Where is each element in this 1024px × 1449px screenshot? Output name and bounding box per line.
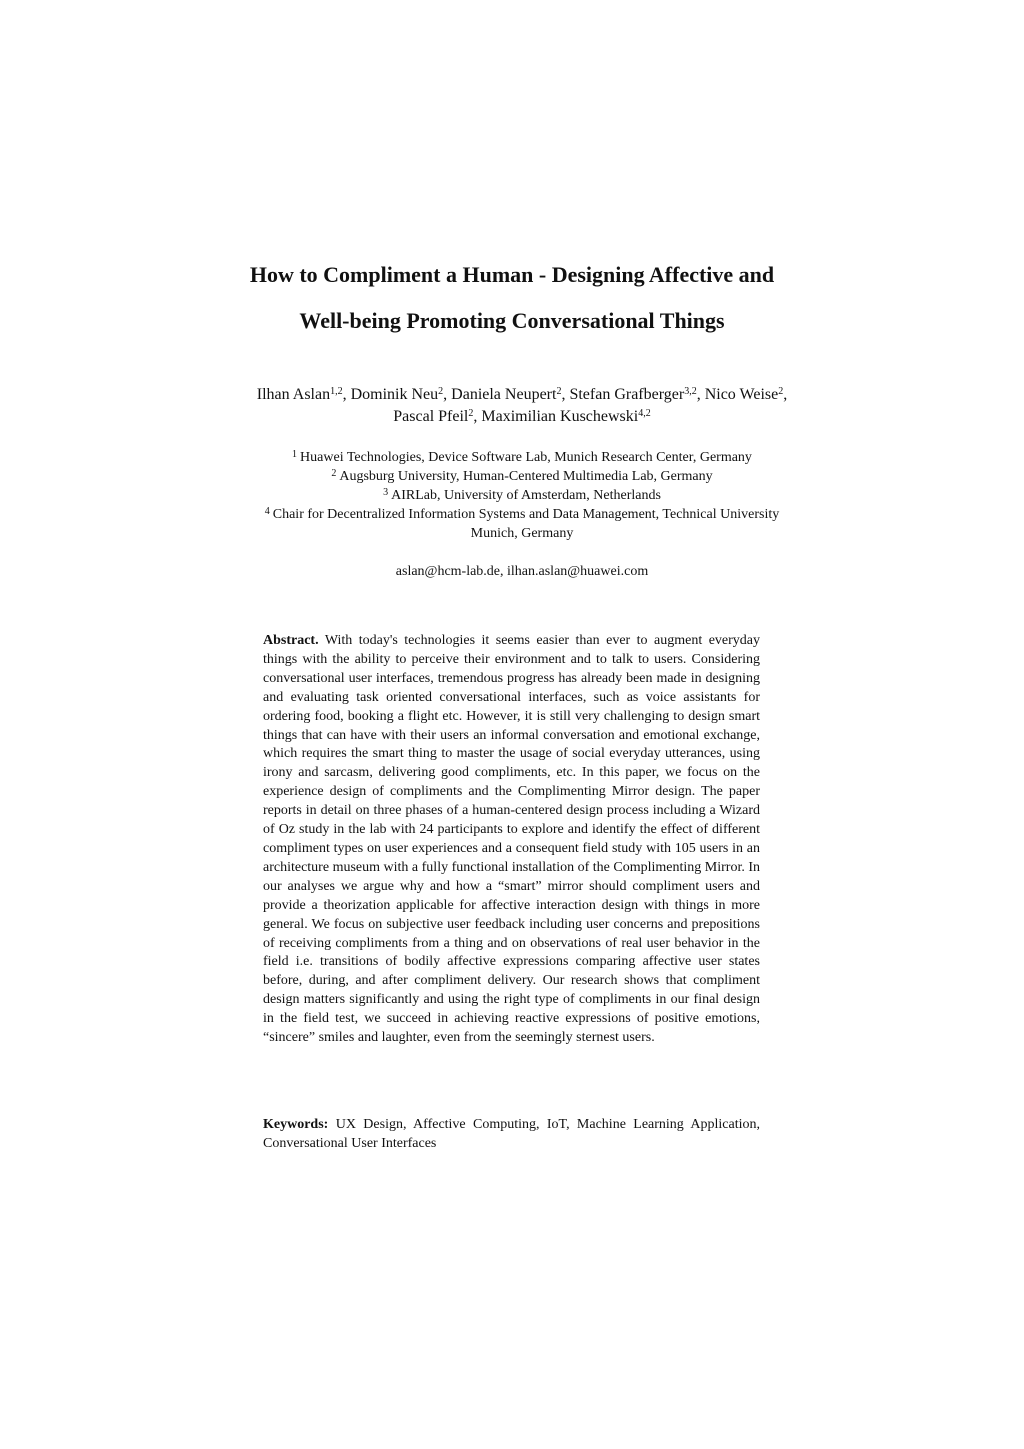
affiliation-text: Chair for Decentralized Information Systems and Data Management, Technical University <box>272 507 780 522</box>
author-name: Daniela Neupert <box>451 386 557 403</box>
author-separator: , <box>561 386 570 403</box>
keywords-text: UX Design, Affective Computing, IoT, Machine Learning Application, Conversational User Interfaces <box>263 1117 761 1151</box>
author-affil-marker: 4,2 <box>638 408 651 419</box>
author-separator: , <box>443 386 452 403</box>
affiliation-text: Augsburg University, Human-Centered Multimedia Lab, Germany <box>339 469 713 484</box>
author-name: Pascal Pfeil <box>393 408 469 425</box>
contact-email: aslan@hcm-lab.de, ilhan.aslan@huawei.com <box>395 564 649 579</box>
abstract-label: Abstract. <box>263 633 319 648</box>
author-name: Dominik Neu <box>350 386 439 403</box>
affiliation-list <box>180 448 864 543</box>
author-affil-marker: 2 <box>468 408 474 419</box>
affiliation-item <box>180 505 864 524</box>
abstract-text: With today's technologies it seems easier than ever to augment everyday things with the ability to perceive their environment and to talk to users. Considering conversational user interfaces, tremendous progress has already been made in designing and evaluating task oriented conversational interfaces, such as voice assistants for ordering food, booking a flight etc. However, it is still very challenging to design smart things that can have with their users an informal conversation and emotional exchange, which requires the smart thing to master the usage of social everyday utterances, using irony and sarcasm, delivering good compliments, etc. In this paper, we focus on the experience design of compliments and the Complimenting Mirror design. The paper reports in detail on three phases of a human-centered design process including a Wizard of Oz study in the lab with 24 participants to explore and identify the effect of different compliment types on user experiences and a consequent field study with 105 users in an architecture museum with a fully functional installation of the Complimenting Mirror. In our analyses we argue why and how a “smart” mirror should compliment users and provide a theorization applicable for affective interaction design with things in more general. We focus on subjective user feedback including user concerns and prepositions of receiving compliments from a thing and on observations of real user behavior in the field i.e. transitions of bodily affective expressions comparing affective user states before, during, and after compliment delivery. Our research shows that compliment design matters significantly and using the right type of compliments in our final design in the field test, we succeed in achieving reactive expressions of positive emotions, “sincere” smiles and laughter, even from the seemingly sternest users. <box>263 633 760 1046</box>
keywords-label: Keywords: <box>263 1117 329 1132</box>
affiliation-text: Munich, Germany <box>470 526 574 541</box>
abstract <box>263 632 760 1048</box>
author-affil-marker: 3,2 <box>684 386 697 397</box>
author-list <box>200 384 844 428</box>
affiliation-number: 2 <box>331 468 337 479</box>
author-line-1 <box>200 384 844 406</box>
affiliation-item <box>180 486 864 505</box>
author-affil-marker: 2 <box>778 386 784 397</box>
author-separator: , <box>473 408 482 425</box>
affiliation-item <box>180 467 864 486</box>
keywords <box>263 1115 760 1153</box>
author-line-2 <box>200 406 844 428</box>
author-name: Ilhan Aslan <box>256 386 331 403</box>
affiliation-text: AIRLab, University of Amsterdam, Netherlands <box>391 488 661 503</box>
affiliation-number: 3 <box>383 487 389 498</box>
author-name: Stefan Grafberger <box>569 386 685 403</box>
affiliation-item <box>180 524 864 543</box>
author-name: Nico Weise <box>704 386 779 403</box>
paper-title <box>150 252 874 344</box>
affiliation-number: 1 <box>292 449 298 460</box>
author-separator: , <box>342 386 351 403</box>
author-affil-marker: 2 <box>556 386 562 397</box>
author-separator: , <box>696 386 705 403</box>
title-line-2: Well-being Promoting Conversational Things <box>299 308 725 333</box>
title-line-1: How to Compliment a Human - Designing Affective and <box>249 262 775 287</box>
author-name: Maximilian Kuschewski <box>481 408 639 425</box>
affiliation-number: 4 <box>264 506 270 517</box>
affiliation-item <box>180 448 864 467</box>
affiliation-text: Huawei Technologies, Device Software Lab, Munich Research Center, Germany <box>300 450 752 465</box>
author-separator: , <box>783 386 788 403</box>
author-affil-marker: 2 <box>438 386 444 397</box>
author-affil-marker: 1,2 <box>330 386 343 397</box>
